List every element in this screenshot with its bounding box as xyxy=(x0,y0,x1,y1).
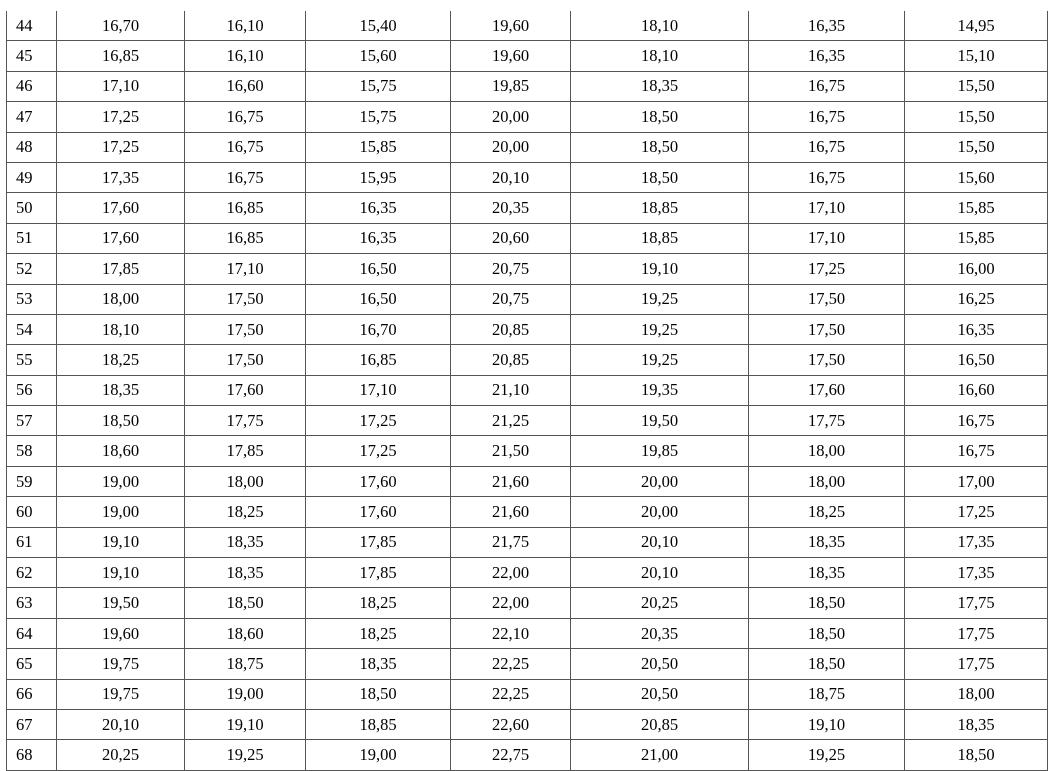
value-cell: 18,50 xyxy=(185,588,306,618)
value-cell: 17,85 xyxy=(57,254,185,284)
value-cell: 18,10 xyxy=(571,11,749,41)
value-cell: 17,50 xyxy=(749,345,905,375)
value-cell: 21,50 xyxy=(451,436,571,466)
row-number-cell: 44 xyxy=(7,11,57,41)
value-cell: 19,10 xyxy=(749,709,905,739)
value-cell: 14,95 xyxy=(905,11,1048,41)
value-cell: 18,25 xyxy=(306,618,451,648)
value-cell: 20,75 xyxy=(451,254,571,284)
value-cell: 16,00 xyxy=(905,254,1048,284)
table-row xyxy=(7,375,1048,405)
value-cell: 18,85 xyxy=(306,709,451,739)
value-cell: 16,85 xyxy=(185,223,306,253)
value-cell: 17,10 xyxy=(749,223,905,253)
row-number-cell: 66 xyxy=(7,679,57,709)
value-cell: 18,10 xyxy=(571,41,749,71)
table-row xyxy=(7,588,1048,618)
table-row xyxy=(7,679,1048,709)
value-cell: 18,00 xyxy=(185,466,306,496)
value-cell: 18,25 xyxy=(185,497,306,527)
value-cell: 16,35 xyxy=(306,193,451,223)
table-row xyxy=(7,406,1048,436)
value-cell: 17,75 xyxy=(905,588,1048,618)
row-number-cell: 56 xyxy=(7,375,57,405)
value-cell: 17,60 xyxy=(57,223,185,253)
row-number-cell: 46 xyxy=(7,71,57,101)
row-number-cell: 54 xyxy=(7,314,57,344)
table-row xyxy=(7,314,1048,344)
value-cell: 17,50 xyxy=(749,314,905,344)
value-cell: 19,00 xyxy=(57,466,185,496)
value-cell: 15,50 xyxy=(905,71,1048,101)
table-row xyxy=(7,618,1048,648)
table-row xyxy=(7,466,1048,496)
value-cell: 17,10 xyxy=(306,375,451,405)
value-cell: 20,10 xyxy=(57,709,185,739)
row-number-cell: 61 xyxy=(7,527,57,557)
value-cell: 20,85 xyxy=(571,709,749,739)
table-row xyxy=(7,254,1048,284)
value-cell: 17,60 xyxy=(57,193,185,223)
value-cell: 16,60 xyxy=(905,375,1048,405)
value-cell: 15,85 xyxy=(306,132,451,162)
table-row xyxy=(7,497,1048,527)
value-cell: 18,35 xyxy=(749,558,905,588)
value-cell: 15,95 xyxy=(306,162,451,192)
value-cell: 17,60 xyxy=(306,497,451,527)
row-number-cell: 67 xyxy=(7,709,57,739)
value-cell: 16,35 xyxy=(306,223,451,253)
value-cell: 18,85 xyxy=(571,193,749,223)
value-cell: 20,10 xyxy=(571,527,749,557)
value-cell: 17,25 xyxy=(306,436,451,466)
value-cell: 19,50 xyxy=(57,588,185,618)
value-cell: 17,85 xyxy=(306,558,451,588)
table-body xyxy=(7,11,1048,770)
value-cell: 18,35 xyxy=(571,71,749,101)
value-cell: 17,10 xyxy=(749,193,905,223)
value-cell: 18,35 xyxy=(185,527,306,557)
value-cell: 21,00 xyxy=(571,740,749,770)
value-cell: 19,85 xyxy=(571,436,749,466)
value-cell: 17,50 xyxy=(185,314,306,344)
value-cell: 20,85 xyxy=(451,314,571,344)
row-number-cell: 60 xyxy=(7,497,57,527)
value-cell: 18,50 xyxy=(571,162,749,192)
value-cell: 19,10 xyxy=(571,254,749,284)
value-cell: 18,75 xyxy=(185,649,306,679)
table-row xyxy=(7,649,1048,679)
value-cell: 16,85 xyxy=(306,345,451,375)
value-cell: 17,35 xyxy=(57,162,185,192)
value-cell: 16,85 xyxy=(185,193,306,223)
table-row xyxy=(7,193,1048,223)
value-cell: 19,10 xyxy=(57,558,185,588)
value-cell: 17,25 xyxy=(57,102,185,132)
value-cell: 22,60 xyxy=(451,709,571,739)
value-cell: 16,85 xyxy=(57,41,185,71)
data-table xyxy=(6,11,1048,771)
table-row xyxy=(7,436,1048,466)
value-cell: 17,50 xyxy=(185,345,306,375)
table-row xyxy=(7,41,1048,71)
value-cell: 17,75 xyxy=(905,649,1048,679)
value-cell: 21,75 xyxy=(451,527,571,557)
row-number-cell: 62 xyxy=(7,558,57,588)
value-cell: 18,35 xyxy=(185,558,306,588)
value-cell: 22,25 xyxy=(451,649,571,679)
value-cell: 18,35 xyxy=(57,375,185,405)
value-cell: 17,85 xyxy=(306,527,451,557)
value-cell: 19,50 xyxy=(571,406,749,436)
value-cell: 16,35 xyxy=(749,11,905,41)
value-cell: 21,10 xyxy=(451,375,571,405)
value-cell: 22,10 xyxy=(451,618,571,648)
value-cell: 20,00 xyxy=(571,466,749,496)
value-cell: 18,50 xyxy=(571,102,749,132)
value-cell: 16,75 xyxy=(185,102,306,132)
value-cell: 17,50 xyxy=(185,284,306,314)
value-cell: 18,85 xyxy=(571,223,749,253)
value-cell: 17,25 xyxy=(57,132,185,162)
value-cell: 22,75 xyxy=(451,740,571,770)
value-cell: 16,35 xyxy=(749,41,905,71)
value-cell: 16,50 xyxy=(905,345,1048,375)
value-cell: 16,60 xyxy=(185,71,306,101)
value-cell: 18,50 xyxy=(749,588,905,618)
value-cell: 18,35 xyxy=(905,709,1048,739)
table-row xyxy=(7,740,1048,770)
value-cell: 15,60 xyxy=(306,41,451,71)
value-cell: 21,60 xyxy=(451,497,571,527)
row-number-cell: 65 xyxy=(7,649,57,679)
value-cell: 16,75 xyxy=(749,102,905,132)
value-cell: 20,35 xyxy=(451,193,571,223)
value-cell: 15,50 xyxy=(905,132,1048,162)
value-cell: 18,35 xyxy=(749,527,905,557)
table-row xyxy=(7,162,1048,192)
value-cell: 18,60 xyxy=(185,618,306,648)
value-cell: 16,75 xyxy=(905,436,1048,466)
table-row xyxy=(7,102,1048,132)
value-cell: 18,50 xyxy=(749,649,905,679)
value-cell: 17,35 xyxy=(905,527,1048,557)
table-row xyxy=(7,71,1048,101)
value-cell: 17,75 xyxy=(905,618,1048,648)
value-cell: 19,85 xyxy=(451,71,571,101)
value-cell: 18,25 xyxy=(306,588,451,618)
row-number-cell: 63 xyxy=(7,588,57,618)
value-cell: 20,50 xyxy=(571,679,749,709)
value-cell: 18,25 xyxy=(57,345,185,375)
value-cell: 19,35 xyxy=(571,375,749,405)
row-number-cell: 49 xyxy=(7,162,57,192)
value-cell: 19,10 xyxy=(57,527,185,557)
value-cell: 18,25 xyxy=(749,497,905,527)
value-cell: 18,50 xyxy=(306,679,451,709)
table-row xyxy=(7,345,1048,375)
value-cell: 15,85 xyxy=(905,193,1048,223)
value-cell: 20,85 xyxy=(451,345,571,375)
table-row xyxy=(7,132,1048,162)
table-row xyxy=(7,284,1048,314)
value-cell: 18,50 xyxy=(571,132,749,162)
value-cell: 20,35 xyxy=(571,618,749,648)
value-cell: 19,60 xyxy=(451,41,571,71)
row-number-cell: 53 xyxy=(7,284,57,314)
value-cell: 18,50 xyxy=(905,740,1048,770)
value-cell: 20,00 xyxy=(451,102,571,132)
value-cell: 19,00 xyxy=(306,740,451,770)
value-cell: 18,00 xyxy=(57,284,185,314)
row-number-cell: 52 xyxy=(7,254,57,284)
value-cell: 18,35 xyxy=(306,649,451,679)
value-cell: 21,25 xyxy=(451,406,571,436)
value-cell: 16,70 xyxy=(306,314,451,344)
value-cell: 16,75 xyxy=(905,406,1048,436)
value-cell: 19,00 xyxy=(57,497,185,527)
data-table-container xyxy=(6,11,1047,771)
value-cell: 19,60 xyxy=(57,618,185,648)
value-cell: 18,75 xyxy=(749,679,905,709)
value-cell: 19,25 xyxy=(571,314,749,344)
value-cell: 16,75 xyxy=(749,162,905,192)
value-cell: 16,50 xyxy=(306,254,451,284)
value-cell: 18,10 xyxy=(57,314,185,344)
table-row xyxy=(7,11,1048,41)
value-cell: 16,75 xyxy=(749,132,905,162)
value-cell: 17,25 xyxy=(306,406,451,436)
value-cell: 15,50 xyxy=(905,102,1048,132)
value-cell: 17,25 xyxy=(749,254,905,284)
table-row xyxy=(7,709,1048,739)
value-cell: 17,25 xyxy=(905,497,1048,527)
value-cell: 20,00 xyxy=(451,132,571,162)
value-cell: 16,75 xyxy=(749,71,905,101)
value-cell: 16,50 xyxy=(306,284,451,314)
value-cell: 18,50 xyxy=(749,618,905,648)
value-cell: 15,60 xyxy=(905,162,1048,192)
value-cell: 17,60 xyxy=(185,375,306,405)
value-cell: 17,50 xyxy=(749,284,905,314)
value-cell: 17,75 xyxy=(185,406,306,436)
value-cell: 17,10 xyxy=(185,254,306,284)
value-cell: 17,35 xyxy=(905,558,1048,588)
value-cell: 20,60 xyxy=(451,223,571,253)
value-cell: 19,60 xyxy=(451,11,571,41)
row-number-cell: 68 xyxy=(7,740,57,770)
row-number-cell: 64 xyxy=(7,618,57,648)
value-cell: 22,00 xyxy=(451,558,571,588)
value-cell: 20,25 xyxy=(57,740,185,770)
row-number-cell: 57 xyxy=(7,406,57,436)
value-cell: 20,75 xyxy=(451,284,571,314)
value-cell: 19,25 xyxy=(571,284,749,314)
value-cell: 19,25 xyxy=(571,345,749,375)
value-cell: 18,00 xyxy=(749,466,905,496)
value-cell: 17,85 xyxy=(185,436,306,466)
value-cell: 17,10 xyxy=(57,71,185,101)
row-number-cell: 50 xyxy=(7,193,57,223)
row-number-cell: 48 xyxy=(7,132,57,162)
row-number-cell: 47 xyxy=(7,102,57,132)
value-cell: 17,60 xyxy=(749,375,905,405)
value-cell: 18,60 xyxy=(57,436,185,466)
value-cell: 17,60 xyxy=(306,466,451,496)
value-cell: 15,10 xyxy=(905,41,1048,71)
value-cell: 19,00 xyxy=(185,679,306,709)
value-cell: 20,50 xyxy=(571,649,749,679)
value-cell: 17,75 xyxy=(749,406,905,436)
value-cell: 19,75 xyxy=(57,649,185,679)
value-cell: 19,75 xyxy=(57,679,185,709)
value-cell: 18,00 xyxy=(905,679,1048,709)
value-cell: 18,50 xyxy=(57,406,185,436)
row-number-cell: 51 xyxy=(7,223,57,253)
value-cell: 20,10 xyxy=(451,162,571,192)
value-cell: 15,75 xyxy=(306,71,451,101)
row-number-cell: 55 xyxy=(7,345,57,375)
value-cell: 22,00 xyxy=(451,588,571,618)
value-cell: 19,25 xyxy=(749,740,905,770)
table-row xyxy=(7,527,1048,557)
value-cell: 16,70 xyxy=(57,11,185,41)
value-cell: 20,00 xyxy=(571,497,749,527)
row-number-cell: 58 xyxy=(7,436,57,466)
value-cell: 21,60 xyxy=(451,466,571,496)
value-cell: 16,75 xyxy=(185,132,306,162)
value-cell: 16,10 xyxy=(185,11,306,41)
value-cell: 16,25 xyxy=(905,284,1048,314)
value-cell: 15,40 xyxy=(306,11,451,41)
row-number-cell: 45 xyxy=(7,41,57,71)
value-cell: 17,00 xyxy=(905,466,1048,496)
value-cell: 16,35 xyxy=(905,314,1048,344)
value-cell: 15,85 xyxy=(905,223,1048,253)
value-cell: 20,10 xyxy=(571,558,749,588)
value-cell: 16,75 xyxy=(185,162,306,192)
table-row xyxy=(7,558,1048,588)
table-row xyxy=(7,223,1048,253)
value-cell: 19,10 xyxy=(185,709,306,739)
value-cell: 16,10 xyxy=(185,41,306,71)
value-cell: 18,00 xyxy=(749,436,905,466)
row-number-cell: 59 xyxy=(7,466,57,496)
value-cell: 20,25 xyxy=(571,588,749,618)
value-cell: 22,25 xyxy=(451,679,571,709)
value-cell: 19,25 xyxy=(185,740,306,770)
value-cell: 15,75 xyxy=(306,102,451,132)
